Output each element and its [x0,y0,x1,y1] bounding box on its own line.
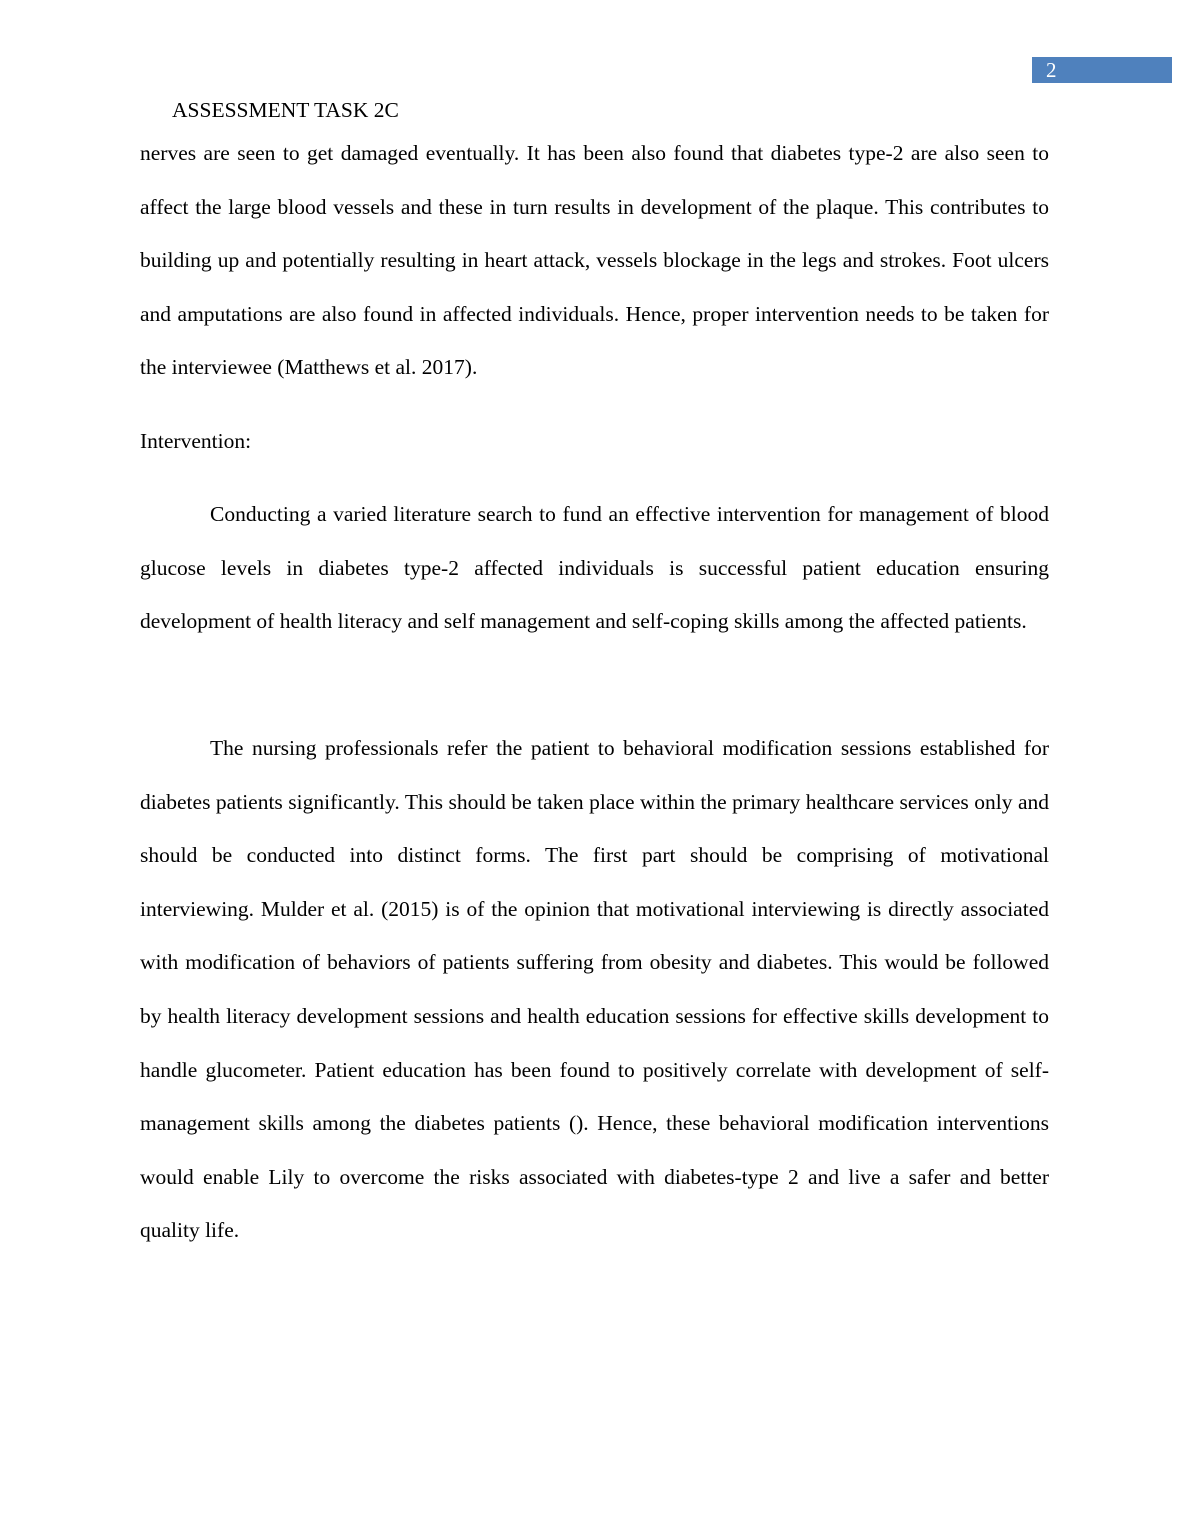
running-head: ASSESSMENT TASK 2C [172,98,399,122]
body-paragraph-3: The nursing professionals refer the patient to behavioral modification sessions established for diabetes patients significantly. This should be taken place within the primary healthcare services only and should be conducted into distinct forms. The first part should be comprising of motivational interviewing. Mulder et al. (2015) is of the opinion that motivational interviewing is directly associated with modification of behaviors of patients suffering from obesity and diabetes. This would be followed by health literacy development sessions and health education sessions for effective skills development to handle glucometer. Patient education has been found to positively correlate with development of self-management skills among the diabetes patients (). Hence, these behavioral modification interventions would enable Lily to overcome the risks associated with diabetes-type 2 and live a safer and better quality life. [140,736,1049,1243]
page-number: 2 [1046,58,1057,82]
body-paragraph-2: Conducting a varied literature search to fund an effective intervention for management of blood glucose levels in diabetes type-2 affected individuals is successful patient education ensuring development of health literacy and self management and self-coping skills among the affected patients. [140,502,1049,634]
page-number-badge [1032,57,1172,83]
body-paragraph-1: nerves are seen to get damaged eventually. It has been also found that diabetes type-2 are also seen to affect the large blood vessels and these in turn results in development of the plaque. This contributes to building up and potentially resulting in heart attack, vessels blockage in the legs and strokes. Foot ulcers and amputations are also found in affected individuals. Hence, proper intervention needs to be taken for the interviewee (Matthews et al. 2017). [140,141,1049,380]
section-heading-intervention: Intervention: [140,429,252,453]
